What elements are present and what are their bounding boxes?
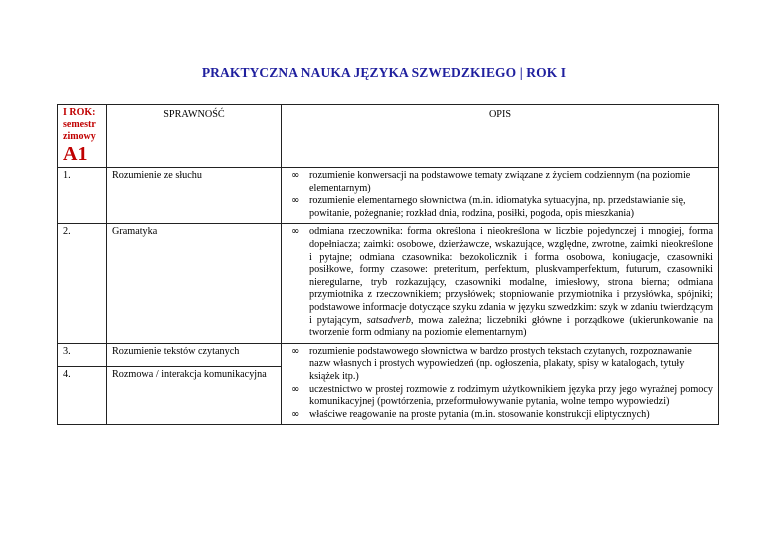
bullet-icon: ∞ [291, 195, 300, 207]
row-skill: Gramatyka [107, 224, 282, 343]
bullet-icon: ∞ [291, 345, 300, 357]
table-row [58, 224, 719, 343]
level-badge: A1 [63, 143, 88, 165]
row-number: 1. [58, 168, 107, 224]
column-header-skill: SPRAWNOŚĆ [107, 105, 282, 168]
bullet-icon: ∞ [291, 170, 300, 181]
page-title: PRAKTYCZNA NAUKA JĘZYKA SZWEDZKIEGO | ROK I [201, 65, 567, 80]
list-item: ∞ rozumienie konwersacji na podstawowe tematy związane z życiem codziennym (na poziomie elementarnym) [291, 170, 691, 194]
row-number: 3. [58, 343, 107, 367]
row-skill: Rozumienie tekstów czytanych [107, 343, 282, 367]
list-item: ∞ rozumienie podstawowego słownictwa w bardzo prostych tekstach czytanych, rozpoznawanie nazw własnych i prostych wypowiedzeń (np. ogłoszenia, plakaty, spisy w katalogach, tytuły książek itp.) [291, 345, 692, 382]
bullet-icon: ∞ [291, 226, 300, 238]
year-label: I ROK: [63, 107, 96, 118]
row-number: 2. [58, 224, 107, 343]
level-cell [58, 105, 107, 168]
row-skill: Rozmowa / interakcja komunikacyjna [107, 367, 282, 425]
table-row [58, 343, 719, 367]
curriculum-table [57, 104, 719, 425]
list-item: ∞ uczestnictwo w prostej rozmowie z rodzimym użytkownikiem języka przy jego wyraźnej pomocy komunikacyjnej (powtórzenia, przeformułowywanie pytania, wolne tempo wypowiedzi) [291, 383, 713, 408]
row-description [282, 224, 719, 343]
winter-label: zimowy [63, 131, 96, 142]
row-description [282, 343, 719, 425]
table-row [58, 168, 719, 224]
row-skill: Rozumienie ze słuchu [107, 168, 282, 224]
semester-label: semestr [63, 119, 96, 130]
row-description [282, 168, 719, 224]
list-item: ∞ właściwe reagowanie na proste pytania (m.in. stosowanie konstrukcji eliptycznych) [291, 408, 650, 420]
table-header-row [58, 105, 719, 168]
column-header-description: OPIS [282, 105, 719, 168]
row-number: 4. [58, 367, 107, 425]
list-item: ∞ rozumienie elementarnego słownictwa (m.in. idiomatyka sytuacyjna, np. przedstawianie się, powitanie, pożegnanie; rozkład dnia, rodzina, posiłki, pogoda, opis mieszkania) [291, 195, 686, 219]
list-item: ∞ odmiana rzeczownika: forma określona i nieokreślona w liczbie pojedynczej i mnogiej, forma dopełniacza; zaimki: osobowe, dzierżawcze, wskazujące, względne, zwrotne, zaimki nieokreślone i pytajne; odmiana czasownika: bezokolicznik i forma osobowa, koniugacje, czasowniki posiłkowe, formy czasowe: preteritum, perfektum, pluskvamperfektum, futurum, czasowniki nieregularne, tryb rozkazujący, czasowniki modalne, imiesłowy, strona bierna; odmiana przymiotnika z rzeczownikiem; przysłówek; stopniowanie przymiotnika i przysłówka, spójniki; podstawowe informacje dotyczące szyku zdania w języku szwedzkim: szyk w zdaniu twierdzącym i pytającym, satsadverb, mowa zależna; liczebniki główne i porządkowe (ukierunkowanie na tworzenie form odmiany na poziomie elementarnym) [291, 226, 714, 339]
bullet-icon: ∞ [291, 408, 300, 420]
italic-term: satsadverb [366, 314, 411, 326]
bullet-icon: ∞ [291, 383, 300, 395]
